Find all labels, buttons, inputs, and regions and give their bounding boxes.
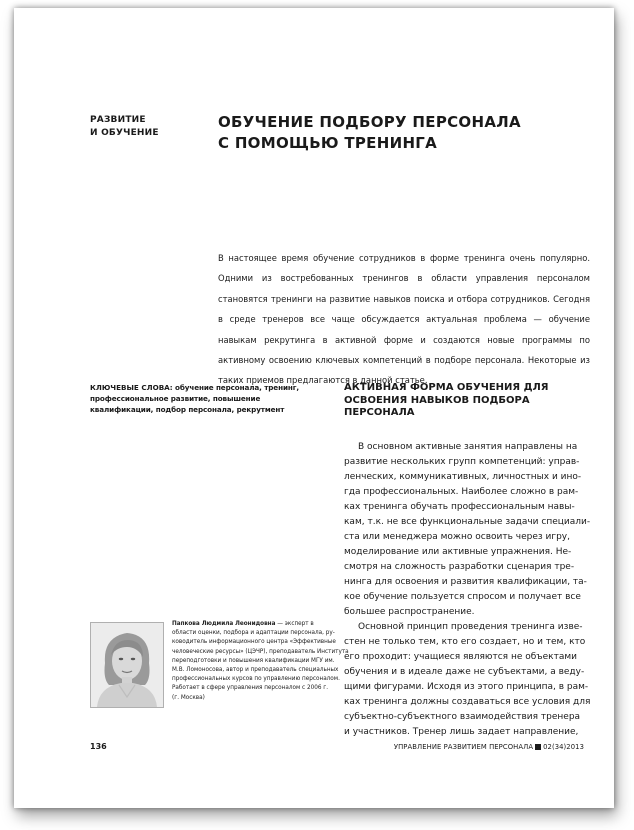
article-title-line: ОБУЧЕНИЕ ПОДБОРУ ПЕРСОНАЛА [218,113,521,131]
body-line: смотря на сложность разработки сценария тре- [344,562,575,572]
section-tag-line: РАЗВИТИЕ [90,115,146,125]
section-heading-line: ПЕРСОНАЛА [344,407,415,418]
body-line: развитие нескольких групп компетенций: управ- [344,457,580,467]
section-heading [344,382,584,420]
body-text [344,440,591,740]
body-line: кам, т.к. не все функциональные задачи специали- [344,517,591,527]
article-title-line: С ПОМОЩЬЮ ТРЕНИНГА [218,134,438,152]
lead-paragraph: В настоящее время обучение сотрудников в форме тренинга очень популярно. Одними из востребованных тренингов в области управления персоналом становятся тренинги на развитие навыков поиска и отбора сотрудников. Сегодня в среде тренеров все чаще обсуждается актуальная проблема — обучение навыкам рекрутинга в активной форме и создаются новые программы по активному освоению ключевых компетенций в подборе персонала. Некоторые из таких приемов предлагаются в данной статье. [218,253,590,386]
issue-number: 02(34)2013 [543,743,584,751]
author-portrait-image [91,623,163,707]
author-bio-line: ководитель информационного центра «Эффективные [172,639,336,646]
body-line: нинга для освоения и развития квалификации, та- [344,577,587,587]
author-bio-line: человеческие ресурсы» (ЦЭЧР), преподаватель Института [172,648,349,655]
author-bio-line: (г. Москва) [172,694,205,701]
body-line: Основной принцип проведения тренинга изве- [358,622,583,632]
body-line: стен не только тем, кто его создает, но и тем, кто [344,637,586,647]
body-line: моделирование или активные упражнения. Не- [344,547,572,557]
body-line: субъектно-субъектного взаимодействия тренера [344,712,581,722]
author-bio-line: области оценки, подбора и адаптации персонала, ру- [172,630,335,637]
body-line: большее распространение. [344,607,475,617]
author-bio-line: профессиональных курсов по управлению персоналом. [172,676,340,683]
keywords-text: обучение персонала, тренинг, профессиональное развитие, повышение квалификации, подбор персонала, рекрутмент [90,383,300,414]
body-line: ленческих, коммуникативных, личностных и ино- [344,472,582,482]
section-heading-line: АКТИВНАЯ ФОРМА ОБУЧЕНИЯ ДЛЯ [344,382,549,393]
author-bio-line: М.В. Ломоносова, автор и преподаватель специальных [172,667,339,674]
body-line: обучения и в идеале даже не субъектами, а веду- [344,667,585,677]
keywords-block [90,382,322,415]
body-line: и участников. Тренер лишь задает направление, [344,727,579,737]
journal-name: УПРАВЛЕНИЕ РАЗВИТИЕМ ПЕРСОНАЛА [393,743,534,751]
author-photo [90,622,164,708]
page-number: 136 [90,742,107,751]
body-line: кое обучение пользуется спросом и получает все [344,592,581,602]
section-tag [90,114,200,140]
body-line: щими фигурами. Исходя из этого принципа, в рам- [344,682,589,692]
running-footer [394,743,584,751]
square-bullet-icon [535,744,541,750]
article-title [218,112,558,154]
section-tag-line: И ОБУЧЕНИЕ [90,128,159,138]
author-name: Папкова Людмила Леонидовна [172,621,276,627]
section-heading-line: ОСВОЕНИЯ НАВЫКОВ ПОДБОРА [344,394,530,406]
body-line: ках тренинга обучать профессиональным навы- [344,502,575,512]
body-line: ках тренинга должны создаваться все условия для [344,697,591,707]
body-line: его проходит: учащиеся являются не объектами [344,652,578,662]
author-bio-line: переподготовки и повышения квалификации МГУ им. [172,657,335,664]
magazine-page [14,8,614,808]
author-bio [172,620,349,703]
body-line: ста или менеджера можно освоить через игру, [344,532,570,542]
author-bio-line: Работает в сфере управления персоналом с 2006 г. [172,685,329,692]
author-bio-line: — эксперт в [275,621,314,627]
body-line: гда профессиональных. Наиболее сложно в рам- [344,487,579,497]
keywords-label: КЛЮЧЕВЫЕ СЛОВА: [90,383,173,392]
body-line: В основном активные занятия направлены на [358,442,578,452]
